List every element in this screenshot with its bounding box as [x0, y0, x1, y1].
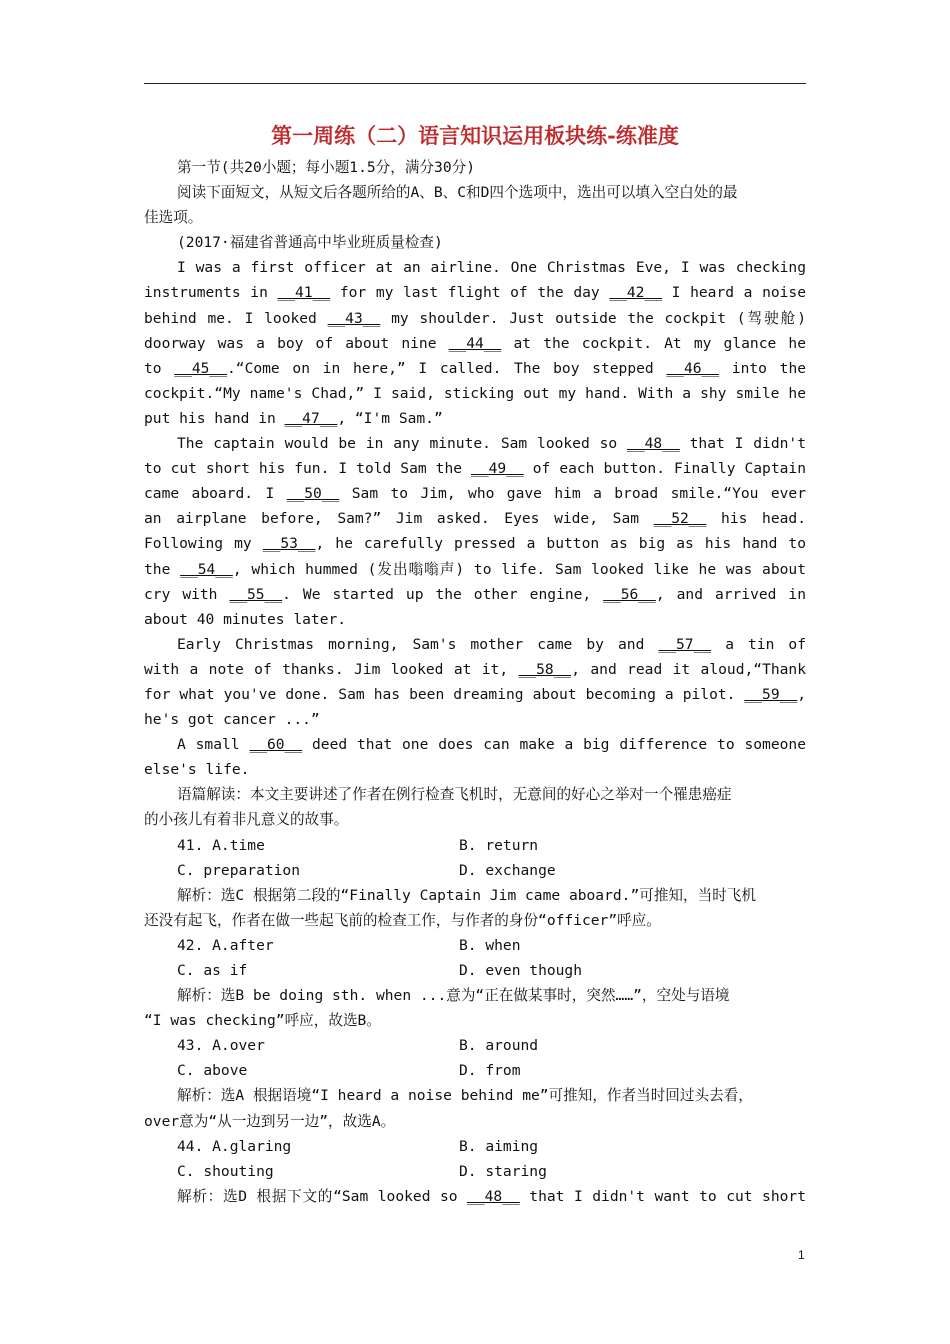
- passage-line: came aboard. I __50__ Sam to Jim, who gave him a broad smile.“You ever: [144, 485, 806, 503]
- blank-48-ref: __48__: [467, 1187, 520, 1205]
- passage-line: Early Christmas morning, Sam's mother came by and __57__ a tin of: [177, 635, 806, 653]
- instruction-line: 佳选项。: [144, 209, 203, 227]
- page-title: 第一周练（二）语言知识运用板块练-练准度: [271, 123, 679, 148]
- passage-line: cry with __55__. We started up the other engine, __56__, and arrived in: [144, 585, 806, 603]
- blank-56: __56__: [603, 585, 656, 603]
- question-41-options: 41. A.time B. return: [177, 836, 539, 854]
- blank-45: __45__: [174, 359, 227, 377]
- blank-41: __41__: [277, 284, 331, 302]
- question-43-explanation: 解析：选A 根据语境“I heard a noise behind me”可推知，作者当时回过头去看，: [177, 1087, 753, 1105]
- blank-47: __47__: [284, 409, 338, 427]
- question-42-options: C. as if D. even though: [177, 962, 583, 979]
- blank-60: __60__: [249, 736, 303, 754]
- passage-line: the __54__, which hummed (发出嗡嗡声) to life. Sam looked like he was about: [144, 560, 806, 578]
- question-42-explanation: 解析：选B be doing sth. when ...意为“正在做某事时，突然……”，空处与语境: [177, 987, 730, 1005]
- passage-line: about 40 minutes later.: [144, 610, 347, 628]
- summary-line: 的小孩儿有着非凡意义的故事。: [144, 811, 349, 829]
- blank-44: __44__: [448, 334, 502, 352]
- passage-line: an airplane before, Sam?” Jim asked. Eyes wide, Sam __52__ his head.: [144, 510, 806, 528]
- question-44-options: 44. A.glaring B. aiming: [177, 1137, 539, 1155]
- page-number: 1: [798, 1248, 805, 1262]
- question-41-explanation: 还没有起飞，作者在做一些起飞前的检查工作，与作者的身份“officer”呼应。: [144, 911, 661, 929]
- question-43-options: 43. A.over B. around: [177, 1037, 539, 1055]
- passage-line: he's got cancer ...”: [144, 711, 320, 729]
- blank-43: __43__: [327, 309, 381, 327]
- passage-line: doorway was a boy of about nine __44__ at the cockpit. At my glance he: [144, 334, 806, 352]
- blank-54: __54__: [180, 560, 233, 578]
- blank-52: __52__: [653, 510, 707, 528]
- passage-line: behind me. I looked __43__ my shoulder. Just outside the cockpit (驾驶舱): [144, 309, 806, 327]
- blank-42: __42__: [609, 284, 663, 302]
- header-rule: [144, 83, 806, 84]
- blank-48: __48__: [627, 435, 680, 453]
- source-note: (2017·福建省普通高中毕业班质量检查): [177, 234, 443, 252]
- passage-line: cockpit.“My name's Chad,” I said, sticking out my hand. With a shy smile he: [144, 384, 806, 402]
- question-43-explanation: over意为“从一边到另一边”，故选A。: [144, 1112, 396, 1130]
- question-44-options: C. shouting D. staring: [177, 1162, 547, 1180]
- question-41-options: C. preparation D. exchange: [177, 861, 556, 879]
- passage-line: else's life.: [144, 761, 250, 779]
- blank-53: __53__: [262, 535, 316, 553]
- instruction-line: 阅读下面短文，从短文后各题所给的A、B、C和D四个选项中，选出可以填入空白处的最: [177, 184, 738, 202]
- passage-line: instruments in __41__ for my last flight of the day __42__ I heard a noise: [144, 284, 806, 302]
- passage-line: put his hand in __47__, “I'm Sam.”: [144, 409, 443, 427]
- blank-58: __58__: [518, 660, 572, 678]
- question-42-options: 42. A.after B. when: [177, 936, 521, 954]
- question-42-explanation: “I was checking”呼应，故选B。: [144, 1012, 381, 1030]
- document-body: [144, 155, 806, 1209]
- passage-line: I was a first officer at an airline. One Christmas Eve, I was checking: [177, 259, 806, 277]
- passage-line: to cut short his fun. I told Sam the __49__ of each button. Finally Captain: [144, 460, 806, 478]
- summary-line: 语篇解读：本文主要讲述了作者在例行检查飞机时，无意间的好心之举对一个罹患癌症: [177, 786, 732, 804]
- passage-line: to __45__.“Come on in here,” I called. The boy stepped __46__ into the: [144, 359, 806, 377]
- question-43-options: C. above D. from: [177, 1062, 521, 1080]
- passage-line: The captain would be in any minute. Sam looked so __48__ that I didn't: [177, 435, 806, 453]
- passage-line: Following my __53__, he carefully pressed a button as big as his hand to: [144, 535, 806, 553]
- passage-line: with a note of thanks. Jim looked at it, __58__, and read it aloud,“Thank: [144, 660, 806, 678]
- blank-57: __57__: [658, 635, 712, 653]
- section-heading: 第一节(共20小题；每小题1.5分，满分30分): [177, 159, 475, 176]
- passage-line: for what you've done. Sam has been dreaming about becoming a pilot. __59__,: [144, 685, 806, 703]
- question-44-explanation: 解析：选D 根据下文的“Sam looked so __48__ that I didn't want to cut short: [177, 1187, 806, 1205]
- question-41-explanation: 解析：选C 根据第二段的“Finally Captain Jim came aboard.”可推知，当时飞机: [177, 886, 756, 904]
- blank-46: __46__: [666, 359, 720, 377]
- blank-55: __55__: [229, 585, 283, 603]
- blank-59: __59__: [744, 685, 798, 703]
- passage-line: A small __60__ deed that one does can make a big difference to someone: [177, 736, 806, 754]
- blank-49: __49__: [471, 460, 524, 478]
- blank-50: __50__: [286, 485, 340, 503]
